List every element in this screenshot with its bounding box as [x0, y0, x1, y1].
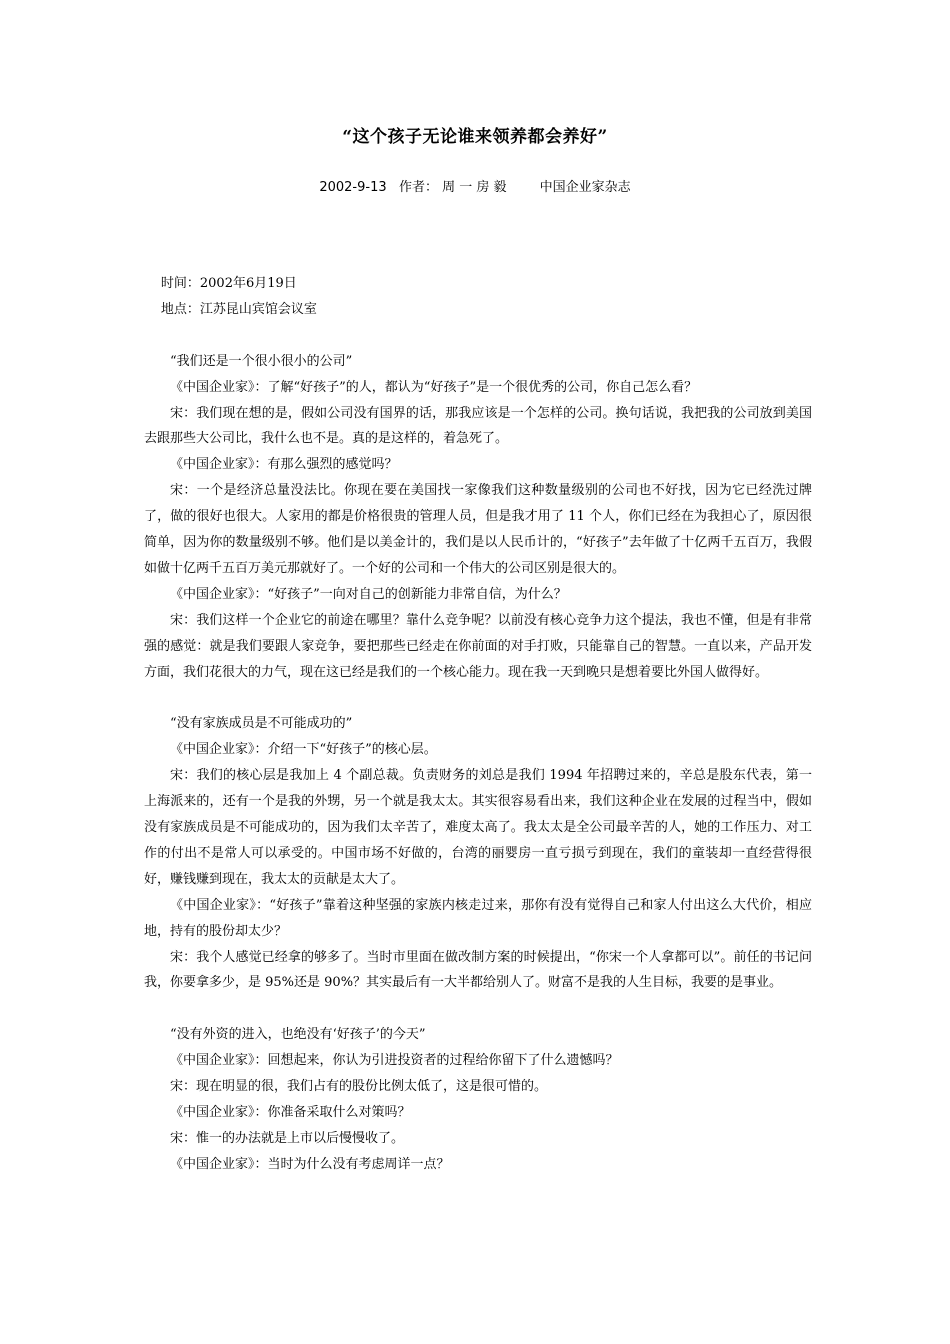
paragraph: 《中国企业家》：有那么强烈的感觉吗？ — [170, 457, 398, 473]
article-body — [144, 271, 812, 1178]
paragraph: 《中国企业家》：回想起来，你认为引进投资者的过程给你留下了什么遗憾吗？ — [170, 1053, 619, 1069]
paragraph: 宋：惟一的办法就是上市以后慢慢收了。 — [170, 1130, 405, 1146]
paragraph: 《中国企业家》：“好孩子”一向对自己的创新能力非常自信，为什么？ — [170, 586, 567, 602]
interview-place: 地点：江苏昆山宾馆会议室 — [160, 301, 317, 317]
byline — [0, 176, 950, 195]
spacer — [144, 685, 812, 711]
spacer — [144, 996, 812, 1022]
article-date: 2002-9-13 — [319, 180, 387, 195]
section-heading: “没有家族成员是不可能成功的” — [170, 716, 353, 732]
section-heading: “我们还是一个很小很小的公司” — [170, 353, 353, 369]
article-author: 作者： 周 一 房 毅 — [399, 180, 507, 195]
paragraph: 宋：我们这样一个企业它的前途在哪里？靠什么竞争呢？以前没有核心竞争力这个提法，我也不懂，但是有非常强的感觉：就是我们要跟人家竞争，要把那些已经走在你前面的对手打败，只能靠自己的智慧。一直以来，产品开发方面，我们花很大的力气，现在这已经是我们的一个核心能力。现在我一天到晚只是想着要比外国人做得好。 — [144, 612, 812, 680]
article-title: “这个孩子无论谁来领养都会养好” — [342, 127, 608, 147]
paragraph: 宋：我们现在想的是，假如公司没有国界的话，那我应该是一个怎样的公司。换句话说，我把我的公司放到美国去跟那些大公司比，我什么也不是。真的是这样的，着急死了。 — [144, 405, 812, 447]
paragraph: 宋：一个是经济总量没法比。你现在要在美国找一家像我们这种数量级别的公司也不好找，因为它已经洗过牌了，做的很好也很大。人家用的都是价格很贵的管理人员，但是我才用了 11 个人，你们已经在为我担心了，原因很简单，因为你的数量级别不够。他们是以美金计的，我们是以人民币计的，“好孩子”去年做了十亿两千五百万，我假如做十亿两千五百万美元那就好了。一个好的公司和一个伟大的公司区别是很大的。 — [144, 483, 812, 576]
paragraph: 《中国企业家》：当时为什么没有考虑周详一点？ — [170, 1156, 450, 1172]
article-source: 中国企业家杂志 — [539, 180, 631, 195]
paragraph: 宋：我们的核心层是我加上 4 个副总裁。负责财务的刘总是我们 1994 年招聘过来的，辛总是股东代表，第一上海派来的，还有一个是我的外甥，另一个就是我太太。其实很容易看出来，我们这种企业在发展的过程当中，假如没有家族成员是不可能成功的，因为我们太辛苦了，难度太高了。我太太是全公司最辛苦的人，她的工作压力、对工作的付出不是常人可以承受的。中国市场不好做的，台湾的丽婴房一直亏损亏到现在，我们的童装却一直经营得很好，赚钱赚到现在，我太太的贡献是太大了。 — [144, 768, 812, 887]
paragraph: 《中国企业家》：“好孩子”靠着这种坚强的家族内核走过来，那你有没有觉得自己和家人付出这么大代价，相应地，持有的股份却太少？ — [144, 897, 812, 939]
paragraph: 《中国企业家》：你准备采取什么对策吗？ — [170, 1104, 411, 1120]
paragraph: 宋：现在明显的很，我们占有的股份比例太低了，这是很可惜的。 — [170, 1079, 548, 1095]
paragraph: 《中国企业家》：介绍一下“好孩子”的核心层。 — [170, 742, 437, 758]
interview-time: 时间：2002年6月19日 — [160, 276, 297, 291]
section-heading: “没有外资的进入，也绝没有‘好孩子’的今天” — [170, 1027, 426, 1043]
paragraph: 宋：我个人感觉已经拿的够多了。当时市里面在做改制方案的时候提出，“你宋一个人拿都可以”。前任的书记问我，你要拿多少，是 95%还是 90%？其实最后有一大半都给别人了。财富不是我的人生目标，我要的是事业。 — [144, 949, 812, 991]
spacer — [144, 323, 812, 349]
paragraph: 《中国企业家》：了解“好孩子”的人，都认为“好孩子”是一个很优秀的公司，你自己怎么看？ — [170, 379, 698, 395]
